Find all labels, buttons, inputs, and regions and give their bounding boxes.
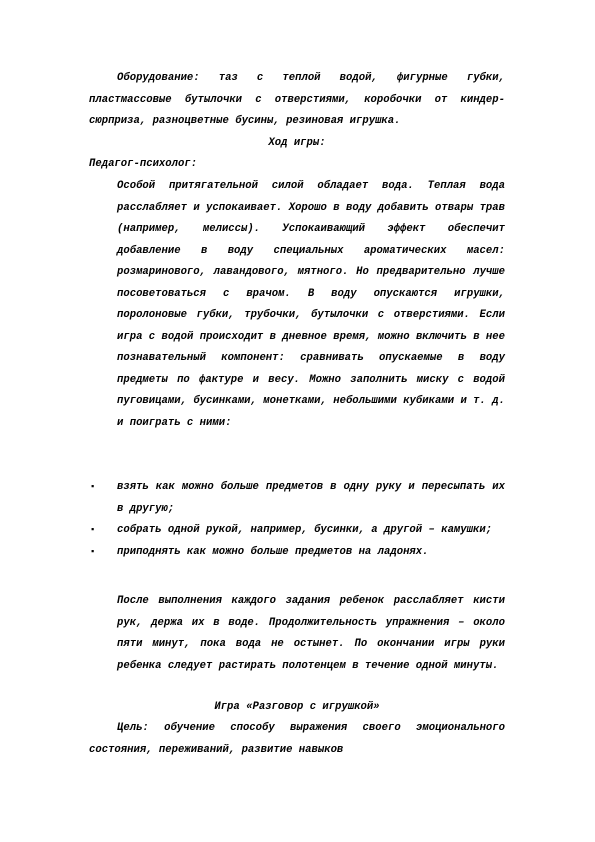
game-progress-heading: Ход игры:	[268, 137, 326, 149]
list-item-text: приподнять как можно больше предметов на ладонях.	[117, 545, 429, 558]
after-paragraph: После выполнения каждого задания ребенок расслабляет кисти рук, держа их в воде. Продолжительность упражнения – около пяти минут, пока вода не остынет. По окончании игры руки ребенка следует растирать полотенцем в течение одной минуты.	[117, 595, 505, 672]
list-item	[90, 477, 505, 520]
equipment-paragraph: Оборудование: таз с теплой водой, фигурные губки, пластмассовые бутылочки с отверстиями, коробочки от киндер-сюрприза, разноцветные бусины, резиновая игрушка.	[89, 72, 505, 127]
speaker-label: Педагог-психолог:	[89, 158, 198, 170]
list-item	[90, 542, 505, 564]
bullet-icon: ▪	[90, 525, 96, 535]
list-item-text: взять как можно больше предметов в одну руку и пересыпать их в другую;	[117, 481, 505, 515]
next-game-title: Игра «Разговор с игрушкой»	[214, 701, 380, 713]
bullet-icon: ▪	[90, 546, 96, 557]
goal-paragraph: Цель: обучение способу выражения своего эмоционального состояния, переживаний, развитие навыков	[89, 722, 505, 756]
list-item	[90, 520, 505, 542]
main-paragraph: Особой притягательной силой обладает вода. Теплая вода расслабляет и успокаивает. Хорошо в воду добавить отвары трав (например, мелиссы). Успокаивающий эффект обеспечит добавление в воду специальных ароматических масел: розмаринового, лавандового, мятного. Но предварительно лучше посоветоваться с врачом. В воду опускаются игрушки, поролоновые губки, трубочки, бутылочки с отверстиями. Если игра с водой происходит в дневное время, можно включить в нее познавательный компонент: сравнивать опускаемые в воду предметы по фактуре и весу. Можно заполнить миску с водой пуговицами, бусинками, монетками, небольшими кубиками и т. д. и поиграть с ними:	[117, 180, 505, 429]
list-item-text: собрать одной рукой, например, бусинки, а другой – камушки;	[117, 524, 493, 536]
bullet-icon: ▪	[90, 482, 96, 492]
activity-list	[90, 477, 505, 563]
